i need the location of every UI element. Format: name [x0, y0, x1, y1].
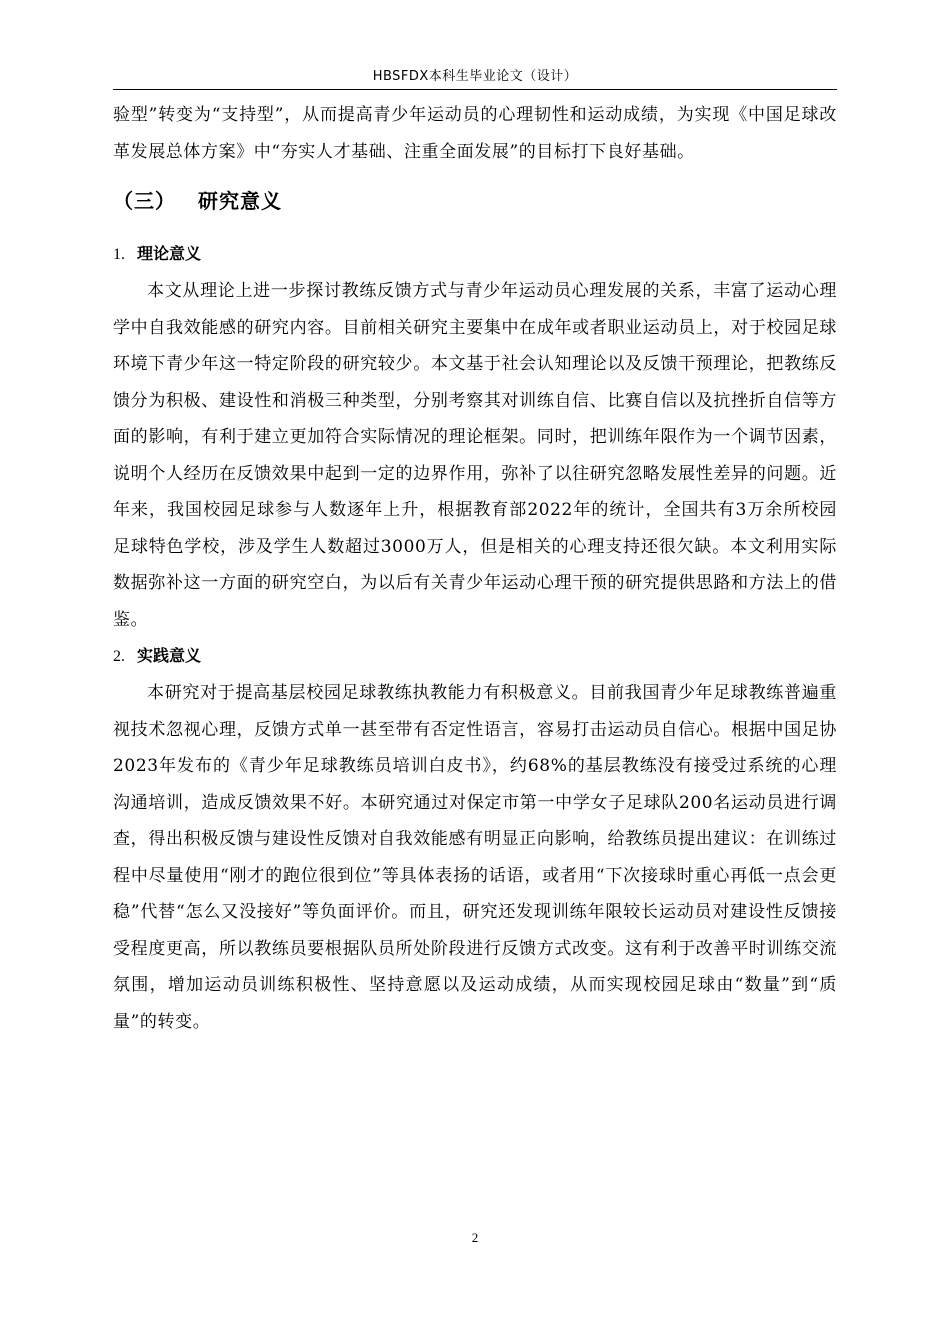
intro-paragraph: 验型”转变为“支持型”，从而提高青少年运动员的心理韧性和运动成绩，为实现《中国足球改革发展总体方案》中“夯实人才基础、注重全面发展”的目标打下良好基础。 — [113, 105, 837, 162]
page-number: 2 — [471, 1230, 479, 1245]
subsection-title: 理论意义 — [137, 244, 202, 263]
subsection-title: 实践意义 — [137, 646, 202, 665]
subsection-heading-theory — [113, 236, 837, 273]
section-heading — [113, 182, 837, 220]
subsection-number: 2. — [113, 648, 125, 665]
subsection-heading-practice — [113, 638, 837, 675]
theory-paragraph: 本文从理论上进一步探讨教练反馈方式与青少年运动员心理发展的关系，丰富了运动心理学中自我效能感的研究内容。目前相关研究主要集中在成年或者职业运动员上，对于校园足球环境下青少年这一特定阶段的研究较少。本文基于社会认知理论以及反馈干预理论，把教练反馈分为积极、建设性和消极三种类型，分别考察其对训练自信、比赛自信以及抗挫折自信等方面的影响，有利于建立更加符合实际情况的理论框架。同时，把训练年限作为一个调节因素，说明个人经历在反馈效果中起到一定的边界作用，弥补了以往研究忽略发展性差异的问题。近年来，我国校园足球参与人数逐年上升，根据教育部2022年的统计，全国共有3万余所校园足球特色学校，涉及学生人数超过3000万人，但是相关的心理支持还很欠缺。本文利用实际数据弥补这一方面的研究空白，为以后有关青少年运动心理干预的研究提供思路和方法上的借鉴。 — [113, 281, 837, 630]
running-header: HBSFDX本科生毕业论文（设计） — [372, 69, 578, 84]
section-title: 研究意义 — [198, 189, 282, 213]
page-body — [113, 97, 837, 1040]
section-number: （三） — [113, 189, 176, 213]
header-divider — [113, 89, 837, 90]
practice-paragraph: 本研究对于提高基层校园足球教练执教能力有积极意义。目前我国青少年足球教练普遍重视技术忽视心理，反馈方式单一甚至带有否定性语言，容易打击运动员自信心。根据中国足协2023年发布的《青少年足球教练员培训白皮书》，约68%的基层教练没有接受过系统的心理沟通培训，造成反馈效果不好。本研究通过对保定市第一中学女子足球队200名运动员进行调查，得出积极反馈与建设性反馈对自我效能感有明显正向影响，给教练员提出建议：在训练过程中尽量使用“刚才的跑位很到位”等具体表扬的话语，或者用“下次接球时重心再低一点会更稳”代替“怎么又没接好”等负面评价。而且，研究还发现训练年限较长运动员对建设性反馈接受程度更高，所以教练员要根据队员所处阶段进行反馈方式改变。这有利于改善平时训练交流氛围，增加运动员训练积极性、坚持意愿以及运动成绩，从而实现校园足球由“数量”到“质量”的转变。 — [113, 683, 837, 1032]
subsection-number: 1. — [113, 246, 125, 263]
